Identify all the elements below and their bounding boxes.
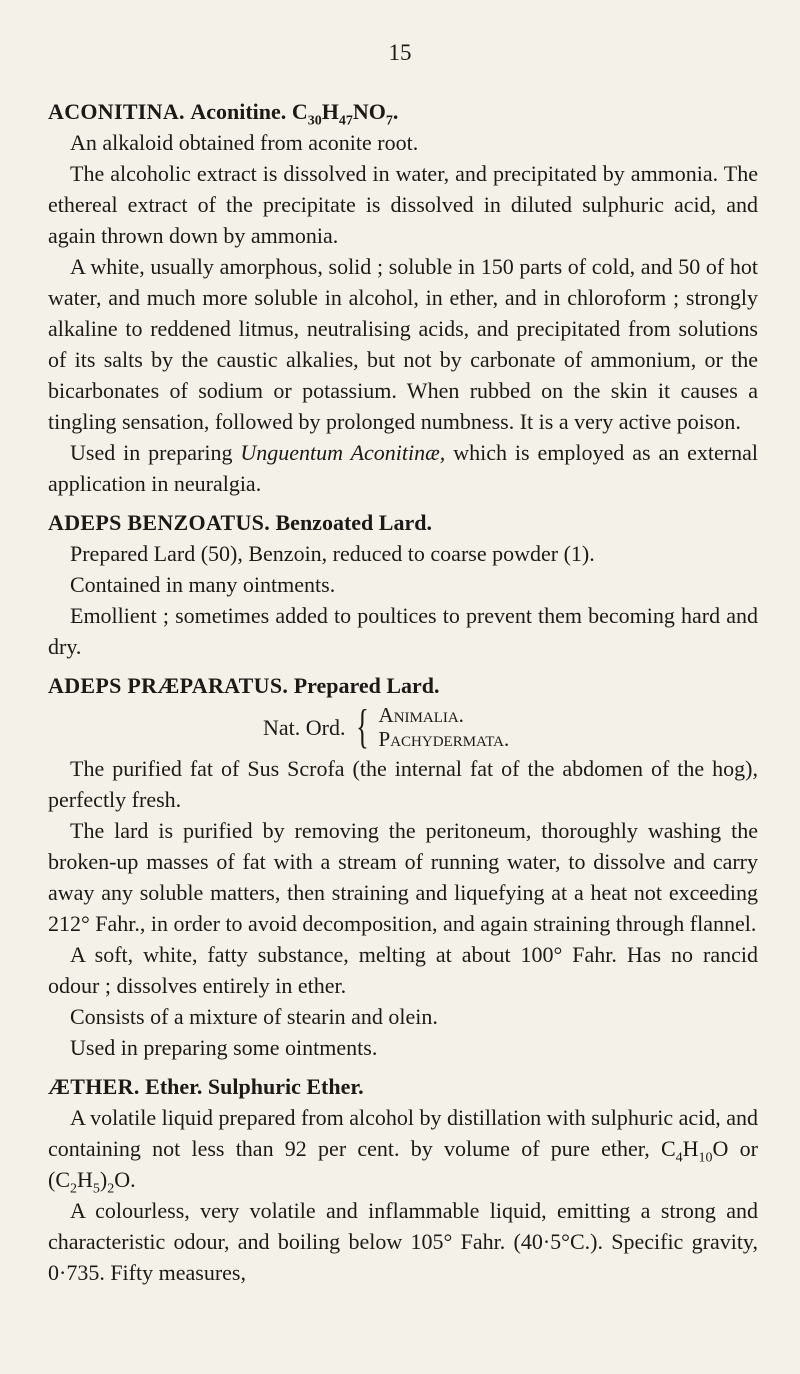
paragraph: The lard is purified by removing the peritoneum, thoroughly washing the broken-up masses of fat with a stream of running water, to dissolve and carry away any soluble matters, then straining and liquefying at a heat not exceeding 212° Fahr., in order to avoid decomposition, and again straining through flannel.: [48, 818, 758, 936]
nat-ord-item: Pachydermata.: [378, 727, 510, 751]
page-number: 15: [388, 40, 412, 65]
page-content: [48, 90, 758, 1296]
paragraph: Prepared Lard (50), Benzoin, reduced to coarse powder (1).: [70, 541, 595, 566]
brace-glyph: {: [356, 700, 370, 753]
paragraph: A soft, white, fatty substance, melting at about 100° Fahr. Has no rancid odour ; dissolves entirely in ether.: [48, 942, 758, 998]
paragraph: An alkaloid obtained from aconite root.: [70, 130, 419, 155]
entry-aconitina: [48, 96, 758, 499]
english-name: Ether. Sulphuric Ether.: [145, 1074, 364, 1099]
entry-adeps-praeparatus: [48, 670, 758, 1063]
headword: ÆTHER.: [48, 1074, 140, 1099]
entry-heading: [48, 670, 758, 701]
nat-ord-list: [379, 703, 510, 751]
paragraph: The purified fat of Sus Scrofa (the internal fat of the abdomen of the hog), perfectly fresh.: [48, 756, 758, 812]
paragraph: The alcoholic extract is dissolved in water, and precipitated by ammonia. The ethereal extract of the precipitate is dissolved in diluted sulphuric acid, and again thrown down by ammonia.: [48, 161, 758, 248]
english-name: Benzoated Lard.: [275, 510, 432, 535]
headword: ADEPS BENZOATUS.: [48, 510, 270, 535]
chemical-formula: $(C_2H_5)_2O$.: [48, 1167, 136, 1197]
paragraph: Consists of a mixture of stearin and olein.: [70, 1004, 438, 1029]
paragraph: Contained in many ointments.: [70, 572, 336, 597]
headword: ACONITINA.: [48, 99, 185, 124]
paragraph: Used in preparing some ointments.: [70, 1035, 378, 1060]
paragraph: A white, usually amorphous, solid ; soluble in 150 parts of cold, and 50 of hot water, and much more soluble in alcohol, in ether, and in chloroform ; strongly alkaline to reddened litmus, neutralising acids, and precipitated from solutions of its salts by the caustic alkalies, but not by carbonate of ammonium, or the bicarbonates of sodium or potassium. When rubbed on the skin it causes a tingling sensation, followed by prolonged numbness. It is a very active poison.: [48, 254, 758, 434]
nat-ord-label: Nat. Ord.: [263, 714, 346, 740]
italic-term: Unguentum Aconitinæ,: [240, 440, 446, 465]
natural-order: [263, 701, 758, 753]
entry-heading: [48, 96, 758, 127]
chemical-formula: $C_{30}H_{47}NO_7$.: [291, 99, 399, 129]
english-name: Prepared Lard.: [293, 673, 440, 698]
paragraph: Emollient ; sometimes added to poultices to prevent them becoming hard and dry.: [48, 603, 758, 659]
paragraph: A colourless, very volatile and inflammable liquid, emitting a strong and characteristic odour, and boiling below 105° Fahr. (40·5°C.). Specific gravity, 0·735. Fifty measures,: [48, 1198, 758, 1285]
entry-heading: [48, 507, 758, 538]
entry-heading: [48, 1071, 758, 1102]
entry-aether: [48, 1071, 758, 1288]
nat-ord-item: Animalia.: [378, 703, 464, 727]
paragraph: A volatile liquid prepared from alcohol by distillation with sulphuric acid, and containing not less than 92 per cent. by volume of pure ether, $C_4H_{10}O$ or $(C_2H_5)_2O$.: [48, 1105, 758, 1197]
entry-adeps-benzoatus: [48, 507, 758, 662]
headword: ADEPS PRÆPARATUS.: [48, 673, 289, 698]
chemical-formula: $C_4H_{10}O$: [660, 1136, 729, 1166]
english-name: Aconitine.: [190, 99, 287, 124]
paragraph: Used in preparing Unguentum Aconitinæ, which is employed as an external application in neuralgia.: [48, 440, 758, 496]
